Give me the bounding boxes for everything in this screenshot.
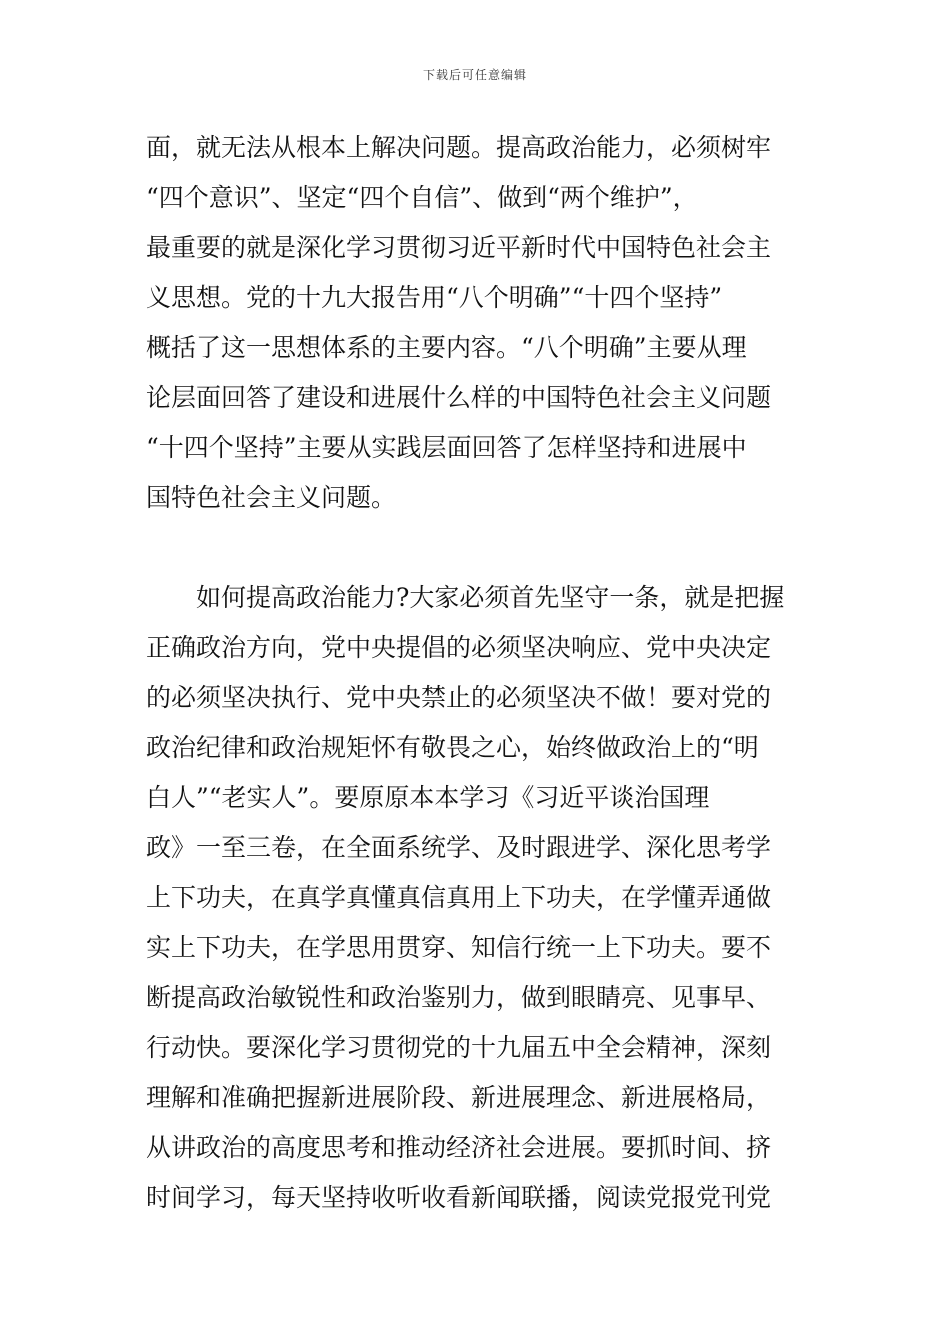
text-line: 时间学习，每天坚持收听收看新闻联播，阅读党报党刊党 — [146, 1183, 772, 1212]
text-line: 的必须坚决执行、党中央禁止的必须坚决不做！要对党的 — [146, 683, 772, 712]
text-line: 国特色社会主义问题。 — [146, 483, 397, 512]
text-line: 从讲政治的高度思考和推动经济社会进展。要抓时间、挤 — [146, 1133, 772, 1162]
text-line: 断提高政治敏锐性和政治鉴别力，做到眼睛亮、见事早、 — [146, 983, 772, 1012]
text-line: 理解和准确把握新进展阶段、新进展理念、新进展格局， — [146, 1083, 772, 1112]
text-line: 概括了这一思想体系的主要内容。“八个明确”主要从理 — [146, 333, 747, 362]
text-line: 实上下功夫，在学思用贯穿、知信行统一上下功夫。要不 — [146, 933, 772, 962]
text-line: 如何提高政治能力?大家必须首先坚守一条，就是把握 — [146, 583, 785, 612]
page-header-note: 下载后可任意编辑 — [422, 68, 527, 82]
text-line: 政治纪律和政治规矩怀有敬畏之心，始终做政治上的“明 — [146, 733, 759, 762]
text-line: 政》一至三卷，在全面系统学、及时跟进学、深化思考学 — [146, 833, 772, 862]
text-line: 面，就无法从根本上解决问题。提高政治能力，必须树牢 — [146, 133, 772, 162]
text-line: 最重要的就是深化学习贯彻习近平新时代中国特色社会主 — [146, 233, 772, 262]
text-line: 义思想。党的十九大报告用“八个明确”“十四个坚持” — [146, 283, 723, 312]
text-line: 行动快。要深化学习贯彻党的十九届五中全会精神，深刻 — [146, 1033, 772, 1062]
text-line: 上下功夫，在真学真懂真信真用上下功夫，在学懂弄通做 — [146, 883, 772, 912]
text-line: “十四个坚持”主要从实践层面回答了怎样坚持和进展中 — [146, 433, 747, 462]
text-line: 正确政治方向，党中央提倡的必须坚决响应、党中央决定 — [146, 633, 772, 662]
text-line: 白人”“老实人”。要原原本本学习《习近平谈治国理 — [146, 783, 710, 812]
text-line: 论层面回答了建设和进展什么样的中国特色社会主义问题 — [146, 383, 772, 412]
text-line: “四个意识”、坚定“四个自信”、做到“两个维护”， — [146, 183, 698, 212]
